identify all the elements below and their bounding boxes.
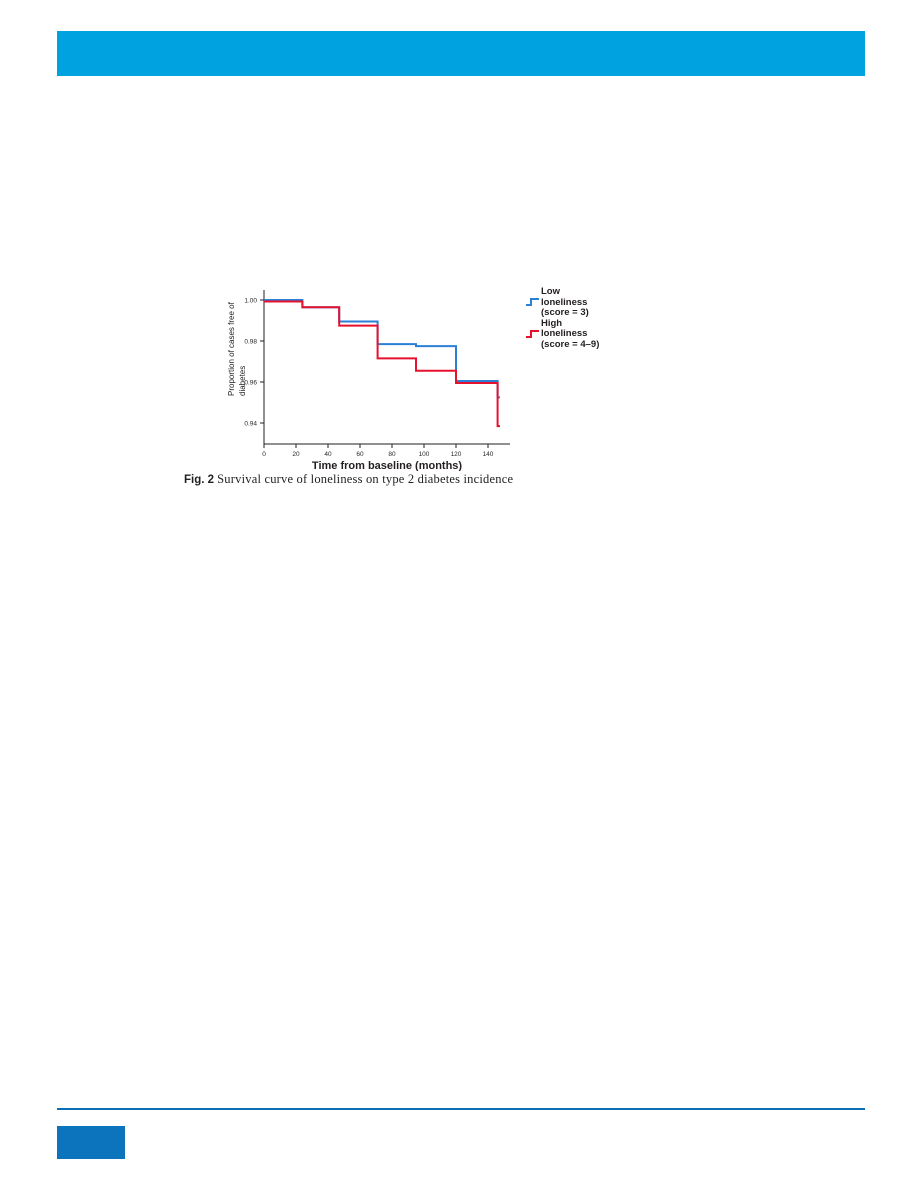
- y-axis-title: [227, 301, 247, 396]
- page-header-banner: [57, 31, 865, 76]
- legend-label-line3: (score = 3): [541, 307, 589, 318]
- y-tick-label: 0.96: [244, 379, 257, 387]
- legend-label-line1: Low: [541, 286, 560, 297]
- x-ticks: [264, 444, 488, 448]
- legend-label-line2: loneliness: [541, 328, 588, 339]
- survival-curve-plot: [178, 276, 698, 471]
- y-tick-labels: [244, 298, 257, 428]
- figure-caption-text: Survival curve of loneliness on type 2 diabetes incidence: [217, 472, 514, 486]
- y-ticks: [260, 300, 264, 423]
- y-tick-label: 0.98: [244, 338, 257, 346]
- x-tick-label: 120: [450, 451, 462, 458]
- chart-legend: [526, 287, 658, 350]
- figure-caption-label: Fig. 2: [184, 474, 215, 486]
- x-tick-label: 80: [388, 451, 396, 458]
- x-tick-label: 100: [418, 451, 430, 458]
- x-tick-label: 140: [482, 451, 494, 458]
- x-tick-label: 0: [262, 451, 266, 458]
- footer-badge: [57, 1126, 125, 1159]
- legend-label-line3: (score = 4–9): [541, 338, 600, 350]
- legend-label-line2: loneliness: [541, 296, 588, 308]
- figure-caption: [184, 472, 698, 487]
- legend-label-high-loneliness: [541, 319, 599, 351]
- x-axis-title: Time from baseline (months): [311, 460, 463, 471]
- x-tick-label: 40: [324, 451, 332, 458]
- legend-key-red-step-icon: [526, 329, 540, 340]
- legend-item-low-loneliness: [526, 287, 658, 319]
- x-tick-labels: [262, 451, 494, 458]
- x-tick-label: 60: [356, 451, 364, 458]
- figure-2: [178, 276, 698, 491]
- y-axis-title-line2: diabetes: [238, 365, 247, 396]
- x-tick-label: 20: [292, 451, 300, 458]
- legend-key-blue-step-icon: [526, 297, 540, 308]
- legend-item-high-loneliness: [526, 319, 658, 351]
- legend-label-line1: High: [541, 317, 563, 329]
- series-high-loneliness-line: [264, 302, 500, 427]
- y-axis-title-line1: Proportion of cases free of: [227, 302, 236, 396]
- footer-rule: [57, 1108, 865, 1110]
- legend-label-low-loneliness: [541, 287, 589, 319]
- y-tick-label: 0.94: [244, 420, 257, 428]
- y-tick-label: 1.00: [244, 297, 257, 305]
